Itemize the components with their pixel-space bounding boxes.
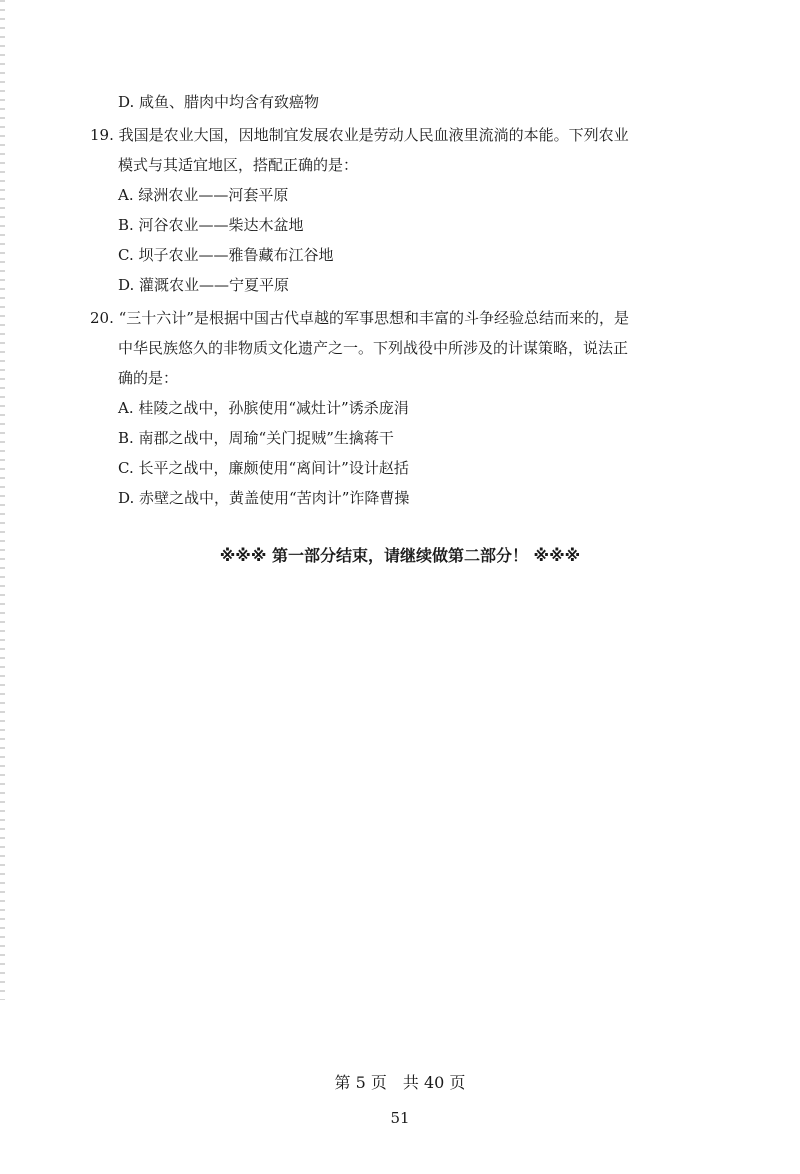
- question-19-option-d: D. 灌溉农业——宁夏平原: [118, 276, 290, 294]
- sheet-number: 51: [390, 1109, 410, 1127]
- prev-question-option-d: D. 咸鱼、腊肉中均含有致癌物: [118, 93, 320, 111]
- question-20-stem-line-2: 中华民族悠久的非物质文化遗产之一。下列战役中所涉及的计谋策略，说法正: [118, 339, 629, 357]
- part-one-end-note: ※※※ 第一部分结束，请继续做第二部分！ ※※※: [219, 546, 581, 565]
- question-19-stem-line-2: 模式与其适宜地区，搭配正确的是：: [118, 156, 359, 174]
- scan-edge-artifact: [0, 0, 5, 1000]
- question-19-stem-line-1: 19. 我国是农业大国，因地制宜发展农业是劳动人民血液里流淌的本能。下列农业: [90, 126, 629, 144]
- question-20-stem-line-3: 确的是：: [118, 369, 179, 387]
- question-20-option-d: D. 赤壁之战中，黄盖使用“苦肉计”诈降曹操: [118, 489, 410, 507]
- question-20-option-b: B. 南郡之战中，周瑜“关门捉贼”生擒蒋干: [118, 429, 394, 447]
- page-footer: 第 5 页 共 40 页: [334, 1073, 466, 1092]
- question-20-option-c: C. 长平之战中，廉颇使用“离间计”设计赵括: [118, 459, 409, 477]
- question-20-option-a: A. 桂陵之战中，孙膑使用“减灶计”诱杀庞涓: [118, 399, 409, 417]
- question-19-option-b: B. 河谷农业——柴达木盆地: [118, 216, 304, 234]
- question-19-option-a: A. 绿洲农业——河套平原: [118, 186, 289, 204]
- question-19-option-c: C. 坝子农业——雅鲁藏布江谷地: [118, 246, 334, 264]
- question-20-stem-line-1: 20. “三十六计”是根据中国古代卓越的军事思想和丰富的斗争经验总结而来的，是: [90, 309, 629, 327]
